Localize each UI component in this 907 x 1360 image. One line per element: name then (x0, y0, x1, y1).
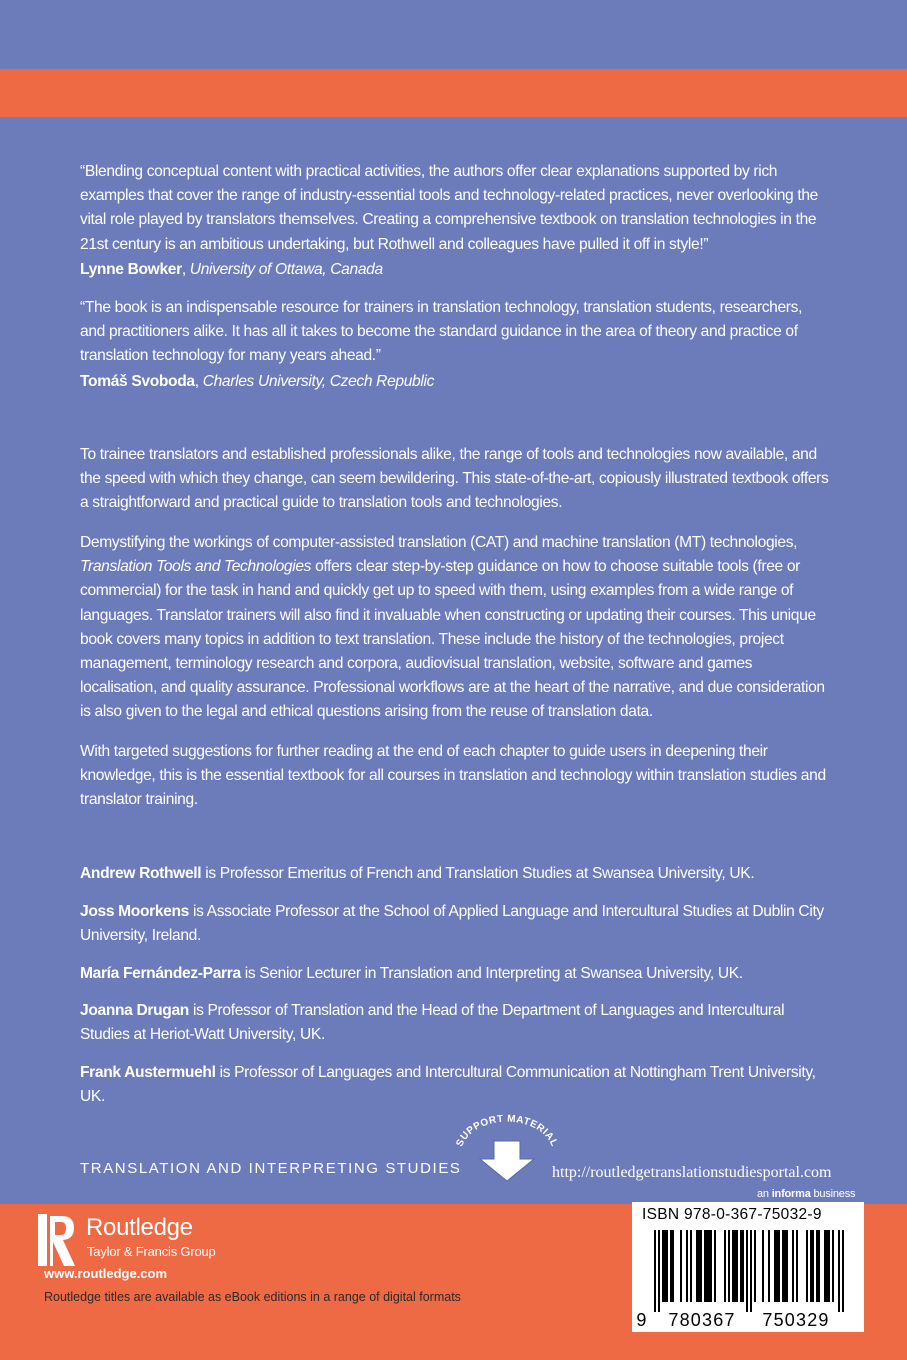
barcode-bar (696, 1230, 698, 1302)
barcode-bar (792, 1230, 794, 1302)
barcode-bar (670, 1230, 672, 1302)
barcode-digits: 780367 (668, 1310, 736, 1330)
endorser-name: Tomáš Svoboda (80, 373, 195, 390)
barcode-bar (776, 1230, 778, 1302)
endorser-affiliation: Charles University, Czech Republic (202, 373, 435, 390)
barcode-bar (654, 1230, 656, 1312)
author-name: Andrew Rothwell (80, 865, 202, 882)
support-badge-text: SUPPORT MATERIAL (454, 1113, 560, 1149)
barcode-bar (816, 1230, 818, 1302)
author-bio: Frank Austermuehl is Professor of Languages and Intercultural Communication at Nottingham Trent University, UK. (80, 1064, 816, 1106)
barcode (632, 1202, 864, 1332)
barcode-bar (746, 1230, 748, 1312)
barcode-bar (818, 1230, 820, 1302)
endorser-name: Lynne Bowker (80, 261, 182, 278)
isbn-label: ISBN 978-0-367-75032-9 (642, 1206, 822, 1223)
barcode-bar (782, 1230, 784, 1302)
barcode-bar (680, 1230, 682, 1302)
barcode-bar (662, 1230, 664, 1302)
barcode-bar (666, 1230, 668, 1302)
author-name: Frank Austermuehl (80, 1064, 216, 1081)
barcode-bar (778, 1230, 780, 1302)
barcode-bar (686, 1230, 688, 1302)
barcode-bar (754, 1230, 756, 1302)
barcode-bar (740, 1230, 742, 1302)
barcode-bar (812, 1230, 814, 1302)
endorser-affiliation: University of Ottawa, Canada (189, 261, 383, 278)
barcode-bar (732, 1230, 734, 1302)
barcode-bar (672, 1230, 674, 1302)
barcode-bar (736, 1230, 738, 1302)
barcode-bar (828, 1230, 830, 1302)
endorsement-attribution-1: Lynne Bowker, University of Ottawa, Canada (80, 261, 383, 278)
barcode-bar (786, 1230, 788, 1302)
barcode-bar (728, 1230, 730, 1302)
barcode-bar (710, 1230, 712, 1302)
barcode-bar (810, 1230, 812, 1302)
barcode-bar (734, 1230, 736, 1302)
author-bio: Andrew Rothwell is Professor Emeritus of French and Translation Studies at Swansea University, UK. (80, 865, 755, 882)
support-material-icon (452, 1105, 562, 1185)
barcode-bar (762, 1230, 764, 1302)
portal-link[interactable]: http://routledgetranslationstudiesportal.com (552, 1164, 832, 1181)
author-bio: Joanna Drugan is Professor of Translation and the Head of the Department of Languages and Intercultural Studies at Heriot-Watt University, UK. (80, 1002, 785, 1044)
publisher-group: Taylor & Francis Group (87, 1244, 216, 1259)
barcode-bar (700, 1230, 702, 1302)
barcode-bar (826, 1230, 828, 1302)
endorsement-attribution-2: Tomáš Svoboda, Charles University, Czech Republic (80, 373, 435, 390)
barcode-bar (838, 1230, 840, 1312)
informa-tagline: an informa business (757, 1188, 856, 1200)
description-paragraph-1: To trainee translators and established professionals alike, the range of tools and technologies now available, and the speed with which they change, can seem bewildering. This state-of-the-art, copiously illustrated textbook offers a straightforward and practical guide to translation tools and technologies. (80, 446, 829, 512)
book-title: Translation Tools and Technologies (80, 558, 312, 576)
barcode-bar (658, 1230, 660, 1312)
barcode-bar (698, 1230, 700, 1302)
barcode-bar (664, 1230, 666, 1302)
barcode-digits: 750329 (762, 1310, 830, 1330)
publisher-name: Routledge (86, 1214, 193, 1241)
barcode-bar (824, 1230, 826, 1302)
barcode-bar (708, 1230, 710, 1302)
author-name: María Fernández-Parra (80, 965, 241, 982)
routledge-logo-icon (36, 1212, 78, 1268)
author-bio: Joss Moorkens is Associate Professor at the School of Applied Language and Intercultural Studies at Dublin City University, Ireland. (80, 903, 824, 945)
barcode-bar (750, 1230, 752, 1312)
endorsement-quote-2: “The book is an indispensable resource for trainers in translation technology, translation students, researchers, and practitioners alike. It has all it takes to become the standard guidance in the area of theory and practice of translation technology for many years ahead.” (80, 299, 803, 365)
endorsement-quote-1: “Blending conceptual content with practical activities, the authors offer clear explanations supported by rich examples that cover the range of industry-essential tools and technology-related practices, never overlooking the vital role played by translators themselves. Creating a comprehensive textbook on translation technologies in the 21st century is an ambitious undertaking, but Rothwell and colleagues have pulled it off in style!” (80, 163, 818, 253)
barcode-bar (768, 1230, 770, 1302)
author-name: Joss Moorkens (80, 903, 189, 920)
barcode-bar (714, 1230, 716, 1302)
author-bio: María Fernández-Parra is Senior Lecturer in Translation and Interpreting at Swansea University, UK. (80, 965, 743, 982)
barcode-bar (806, 1230, 808, 1302)
top-accent-band (0, 69, 907, 117)
barcode-bar (832, 1230, 834, 1302)
publisher-link[interactable]: www.routledge.com (44, 1266, 168, 1281)
description-paragraph-3: With targeted suggestions for further reading at the end of each chapter to guide users in deepening their knowledge, this is the essential textbook for all courses in translation and technology within translation studies and translator training. (80, 743, 826, 809)
barcode-bar (842, 1230, 844, 1312)
series-label: TRANSLATION AND INTERPRETING STUDIES (80, 1160, 462, 1177)
barcode-bar (796, 1230, 798, 1302)
barcode-bar (704, 1230, 706, 1302)
barcode-digits: 9 (636, 1310, 648, 1330)
barcode-bar (784, 1230, 786, 1302)
ebook-note: Routledge titles are available as eBook editions in a range of digital formats (44, 1290, 461, 1304)
barcode-bar (742, 1230, 744, 1302)
barcode-bar (774, 1230, 776, 1302)
barcode-bar (706, 1230, 708, 1302)
author-name: Joanna Drugan (80, 1002, 189, 1019)
barcode-bars (632, 1202, 864, 1332)
barcode-bar (690, 1230, 692, 1302)
description-paragraph-2: Demystifying the workings of computer-assisted translation (CAT) and machine translation (MT) technologies, Translation Tools and Technologies offers clear step-by-step guidance on how to choose suitable tools (free or commercial) for the task in hand and quickly get up to speed with them, using examples from a wide range of languages. Translator trainers will also find it invaluable when constructing or updating their courses. This unique book covers many topics in addition to text translation. These include the history of the technologies, project management, terminology research and corpora, audiovisual translation, website, software and games localisation, and quality assurance. Professional workflows are at the heart of the narrative, and due consideration is also given to the legal and ethical questions arising from the reuse of translation data. (80, 534, 825, 721)
barcode-bar (724, 1230, 726, 1302)
